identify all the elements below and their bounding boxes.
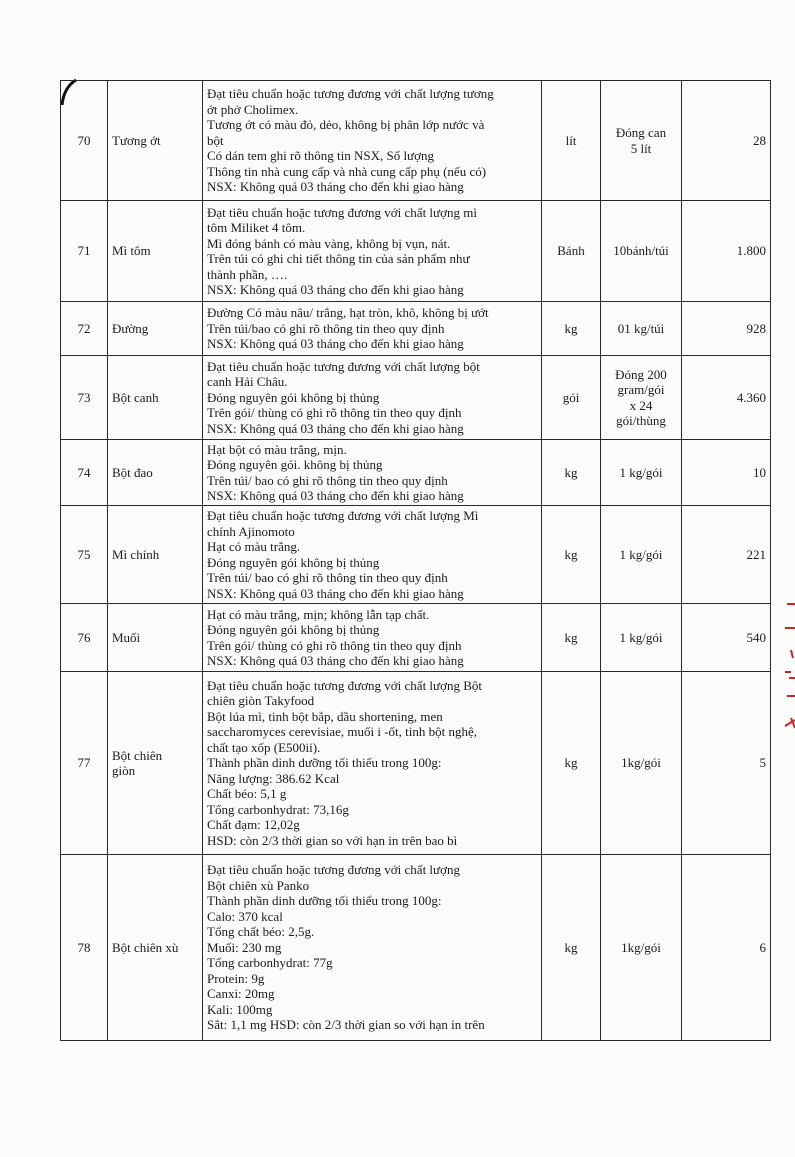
item-name-line: Tương ớt [112,132,161,148]
description-line: Đạt tiêu chuẩn hoặc tương đương với chất lượng [207,862,460,878]
item-packaging [601,506,682,604]
item-name [108,201,203,302]
description-line: chính Ajinomoto [207,523,295,539]
description-line: HSD: còn 2/3 thời gian so với hạn in trên bao bì [207,832,458,848]
table-row [61,604,771,672]
description-line: Trên túi có ghi chi tiết thông tin của sản phẩm như [207,251,470,266]
item-packaging [601,440,682,506]
packaging-line: Đóng 200 [615,366,667,382]
description-line: bột [207,132,224,148]
description-line: chiên giòn Takyfood [207,693,315,709]
item-description [203,440,542,506]
row-number: 76 [61,604,108,672]
description-line: NSX: Không quá 03 tháng cho đến khi giao hàng [207,420,464,436]
description-line: Đạt tiêu chuẩn hoặc tương đương với chất lượng tương [207,86,494,102]
item-description [203,855,542,1041]
description-line: Đóng nguyên gói. không bị thủng [207,457,383,472]
row-number: 74 [61,440,108,506]
table-row [61,81,771,201]
description-line: Có dán tem ghi rõ thông tin NSX, Số lượng [207,148,434,164]
row-number: 78 [61,855,108,1041]
item-quantity: 540 [682,604,771,672]
description-line: Thành phần dinh dưỡng tối thiểu trong 100g: [207,755,442,771]
description-line: Bột chiên xù Panko [207,877,310,893]
item-packaging [601,356,682,440]
description-line: NSX: Không quá 03 tháng cho đến khi giao hàng [207,179,464,195]
row-number: 72 [61,302,108,356]
table-row [61,672,771,855]
item-quantity: 928 [682,302,771,356]
table-row [61,855,771,1041]
item-name-line: Mì tôm [112,243,151,259]
table-row [61,302,771,356]
item-name-line: Đường [112,320,149,336]
description-line: Đường Có màu nâu/ trắng, hạt tròn, khô, không bị ướt [207,305,489,321]
item-name [108,672,203,855]
item-packaging [601,81,682,201]
item-name [108,81,203,201]
description-line: NSX: Không quá 03 tháng cho đến khi giao hàng [207,282,464,297]
item-quantity: 4.360 [682,356,771,440]
description-line: Đóng nguyên gói không bị thủng [207,389,380,405]
description-line: Năng lượng: 386.62 Kcal [207,770,340,786]
row-number: 75 [61,506,108,604]
item-description [203,604,542,672]
description-line: Chất đạm: 12,02g [207,817,300,833]
table-row [61,506,771,604]
description-line: Trên gói/ thùng có ghi rõ thông tin theo quy định [207,405,462,421]
packaging-line: Đóng can [615,125,667,140]
packaging-line: 1kg/gói [621,755,661,771]
description-line: NSX: Không quá 03 tháng cho đến khi giao hàng [207,585,464,601]
table-body [61,81,771,1041]
description-line: Trên túi/ bao có ghi rõ thông tin theo quy định [207,472,448,488]
item-name-line: giòn [112,763,136,778]
table-row [61,201,771,302]
item-description [203,81,542,201]
item-unit: kg [542,302,601,356]
packaging-line: 01 kg/túi [617,320,665,336]
row-number: 70 [61,81,108,201]
description-line: Bột lúa mì, tinh bột bắp, dầu shortening, men [207,708,443,724]
item-description [203,506,542,604]
row-number: 73 [61,356,108,440]
description-line: chất tạo xốp (E500ii). [207,739,321,755]
item-packaging [601,855,682,1041]
item-quantity: 28 [682,81,771,201]
description-line: Tổng chất béo: 2,5g. [207,924,315,940]
item-description [203,201,542,302]
packaging-line: 1 kg/gói [619,629,663,645]
item-unit: kg [542,506,601,604]
item-quantity: 5 [682,672,771,855]
item-quantity: 1.800 [682,201,771,302]
packaging-line: 10bánh/túi [613,243,669,259]
description-line: Protein: 9g [207,970,265,986]
description-line: canh Hải Châu. [207,374,288,390]
description-line: Hạt có màu trắng. [207,539,301,554]
description-line: Trên gói/ thùng có ghi rõ thông tin theo quy định [207,637,462,653]
item-name [108,356,203,440]
description-line: Hạt có màu trắng, mịn; không lẫn tạp chất. [207,606,430,622]
description-line: Canxi: 20mg [207,986,275,1002]
item-packaging [601,201,682,302]
item-description [203,356,542,440]
packaging-line: 1kg/gói [621,939,661,955]
packaging-line: 5 lít [630,140,652,156]
description-line: NSX: Không quá 03 tháng cho đến khi giao hàng [207,653,464,668]
packaging-line: 1 kg/gói [619,464,663,480]
item-unit: lít [542,81,601,201]
description-line: ớt phở Cholimex. [207,101,299,117]
table-row [61,440,771,506]
description-line: Kali: 100mg [207,1001,273,1017]
item-name-line: Bột canh [112,389,159,405]
description-line: Muối: 230 mg [207,939,282,955]
description-line: Chất béo: 5,1 g [207,786,287,802]
item-unit: kg [542,604,601,672]
packaging-line: gram/gói [617,382,665,397]
item-quantity: 221 [682,506,771,604]
item-name [108,302,203,356]
description-line: NSX: Không quá 03 tháng cho đến khi giao hàng [207,336,464,352]
description-line: Đóng nguyên gói không bị thủng [207,622,380,637]
description-line: Đạt tiêu chuẩn hoặc tương đương với chất lượng Mì [207,508,479,523]
row-number: 71 [61,201,108,302]
item-unit: kg [542,855,601,1041]
item-packaging [601,672,682,855]
item-unit: kg [542,672,601,855]
description-line: Tổng carbonhydrat: 73,16g [207,801,349,817]
row-number: 77 [61,672,108,855]
description-line: Đạt tiêu chuẩn hoặc tương đương với chất lượng bột [207,358,480,374]
description-line: Sắt: 1,1 mg HSD: còn 2/3 thời gian so với hạn in trên [207,1017,485,1033]
item-name-line: Muối [112,629,141,645]
description-line: Hạt bột có màu trắng, mịn. [207,441,347,457]
description-line: Đóng nguyên gói không bị thủng [207,554,380,570]
description-line: Mì đóng bánh có màu vàng, không bị vụn, nát. [207,235,451,251]
packaging-line: gói/thùng [616,413,666,428]
item-quantity: 10 [682,440,771,506]
item-name [108,440,203,506]
item-description [203,672,542,855]
red-stamp-edge [781,600,795,740]
item-name [108,604,203,672]
description-line: Trên túi/ bao có ghi rõ thông tin theo quy định [207,570,448,585]
packaging-line: x 24 [629,397,653,413]
description-line: Thành phần dinh dưỡng tối thiểu trong 100g: [207,893,442,909]
packaging-line: 1 kg/gói [619,546,663,562]
item-name-line: Bột đao [112,464,153,480]
specification-table [60,80,771,1041]
item-description [203,302,542,356]
description-line: Calo: 370 kcal [207,908,283,924]
description-line: Đạt tiêu chuẩn hoặc tương đương với chất lượng Bột [207,677,482,693]
description-line: Tương ớt có màu đỏ, dẻo, không bị phân lớp nước và [207,117,485,133]
item-unit: Bánh [542,201,601,302]
item-name-line: Bột chiên [112,747,163,763]
description-line: NSX: Không quá 03 tháng cho đến khi giao hàng [207,488,464,503]
item-name-line: Mì chính [112,546,160,562]
item-packaging [601,604,682,672]
description-line: Đạt tiêu chuẩn hoặc tương đương với chất lượng mì [207,204,477,220]
item-name [108,855,203,1041]
description-line: Trên túi/bao có ghi rõ thông tin theo quy định [207,320,445,336]
description-line: tôm Miliket 4 tôm. [207,220,306,235]
item-packaging [601,302,682,356]
description-line: thành phần, …. [207,266,288,282]
description-line: Tổng carbonhydrat: 77g [207,955,333,971]
description-line: Thông tin nhà cung cấp và nhà cung cấp phụ (nếu có) [207,163,487,179]
item-unit: gói [542,356,601,440]
item-unit: kg [542,440,601,506]
description-line: saccharomyces cerevisiae, muối i -ốt, tinh bột nghệ, [207,724,478,740]
table-row [61,356,771,440]
item-name-line: Bột chiên xù [112,939,179,955]
item-quantity: 6 [682,855,771,1041]
item-name [108,506,203,604]
